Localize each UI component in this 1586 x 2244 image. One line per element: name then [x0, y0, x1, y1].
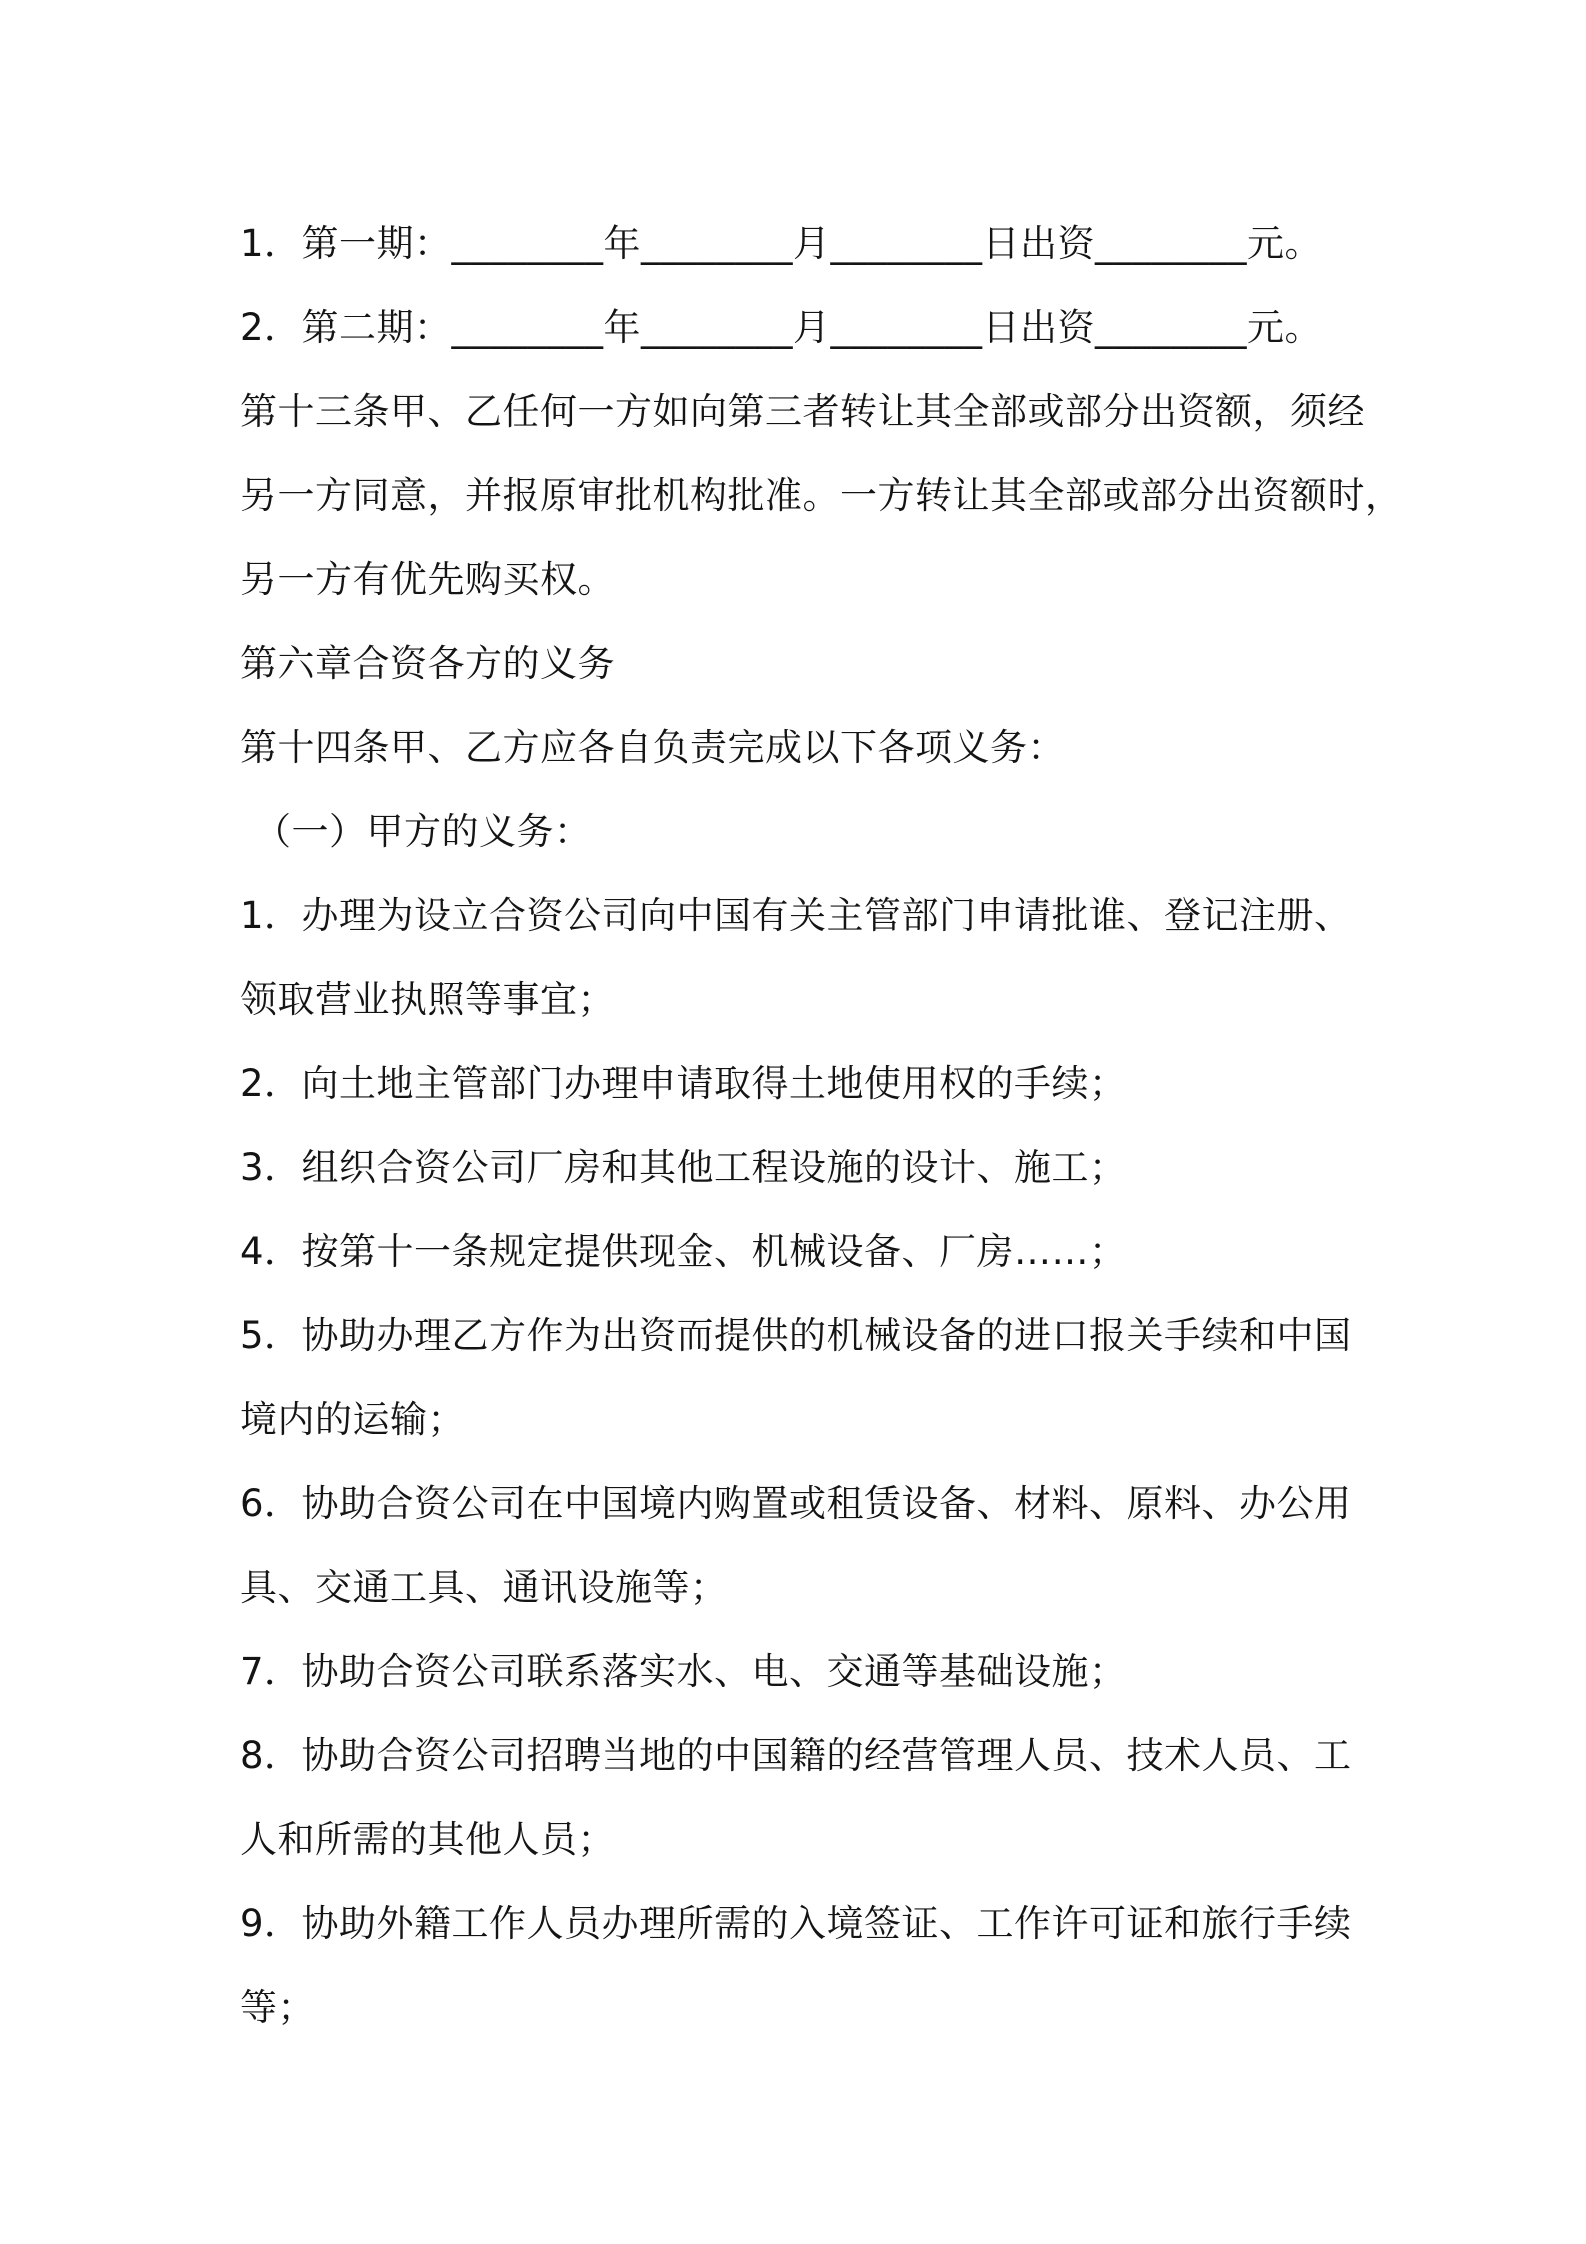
text-line: 4．按第十一条规定提供现金、机械设备、厂房……； — [240, 1230, 1127, 1273]
text-line: 1．办理为设立合资公司向中国有关主管部门申请批谁、登记注册、 — [240, 894, 1352, 937]
text-line: 8．协助合资公司招聘当地的中国籍的经营管理人员、技术人员、工 — [240, 1734, 1352, 1777]
text-line: 5．协助办理乙方作为出资而提供的机械设备的进口报关手续和中国 — [240, 1314, 1352, 1357]
text-line: 具、交通工具、通讯设施等； — [240, 1566, 728, 1609]
text-line: 9．协助外籍工作人员办理所需的入境签证、工作许可证和旅行手续 — [240, 1902, 1352, 1945]
document-page — [240, 202, 1403, 2050]
section-heading: （一）甲方的义务： — [254, 810, 592, 853]
text-line: 2．第二期：________年________月________日出资________元。 — [240, 306, 1323, 349]
text-line: 3．组织合资公司厂房和其他工程设施的设计、施工； — [240, 1146, 1127, 1189]
chapter-heading: 第六章合资各方的义务 — [240, 642, 615, 685]
text-line: 第十三条甲、乙任何一方如向第三者转让其全部或部分出资额，须经 — [240, 390, 1365, 433]
text-line: 人和所需的其他人员； — [240, 1818, 615, 1861]
text-line: 2．向土地主管部门办理申请取得土地使用权的手续； — [240, 1062, 1127, 1105]
text-line: 境内的运输； — [240, 1398, 465, 1441]
text-line: 另一方有优先购买权。 — [240, 558, 615, 601]
text-line: 第十四条甲、乙方应各自负责完成以下各项义务： — [240, 726, 1065, 769]
text-line: 7．协助合资公司联系落实水、电、交通等基础设施； — [240, 1650, 1127, 1693]
text-line: 领取营业执照等事宜； — [240, 978, 615, 1021]
text-line: 1．第一期：________年________月________日出资________元。 — [240, 222, 1323, 265]
text-line: 6．协助合资公司在中国境内购置或租赁设备、材料、原料、办公用 — [240, 1482, 1352, 1525]
text-line: 另一方同意，并报原审批机构批准。一方转让其全部或部分出资额时， — [240, 474, 1403, 517]
text-line: 等； — [240, 1986, 315, 2029]
